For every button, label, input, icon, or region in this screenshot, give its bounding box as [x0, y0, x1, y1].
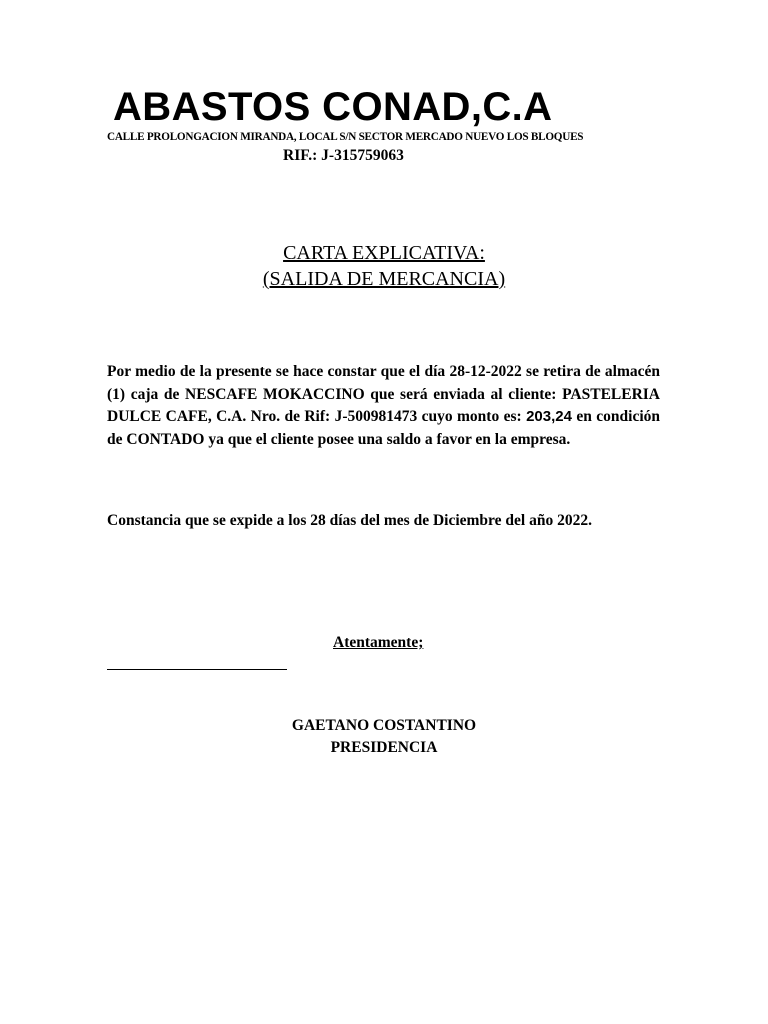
company-rif: RIF.: J-315759063	[283, 147, 404, 164]
signer-position: PRESIDENCIA	[330, 739, 438, 756]
signer-name: GAETANO COSTANTINO	[291, 717, 477, 734]
body-text-end: en condición de CONTADO ya que el cliente posee una saldo a favor en la empresa.	[107, 408, 661, 448]
document-title-line-2: (SALIDA DE MERCANCIA)	[262, 268, 506, 290]
document-title	[0, 240, 768, 292]
closing-statement: Constancia que se expide a los 28 días del mes de Diciembre del año 2022.	[107, 512, 592, 529]
signature-line	[107, 669, 287, 670]
company-name: ABASTOS CONAD,C.A	[113, 85, 553, 129]
signer-block	[0, 715, 768, 759]
body-paragraph	[107, 361, 660, 451]
company-address: CALLE PROLONGACION MIRANDA, LOCAL S/N SECTOR MERCADO NUEVO LOS BLOQUES	[107, 131, 584, 143]
amount-value: 203,24	[526, 408, 572, 425]
document-title-line-1: CARTA EXPLICATIVA:	[283, 242, 485, 264]
body-text-start: Por medio de la presente se hace constar que el día 28-12-2022 se retira de almacén (1) caja de NESCAFE MOKACCINO que será enviada al cliente: PASTELERIA DULCE CAFE, C.A. Nro. de Rif: J-500981473 cuyo monto es:	[107, 363, 660, 425]
regards-text: Atentamente;	[333, 634, 424, 651]
